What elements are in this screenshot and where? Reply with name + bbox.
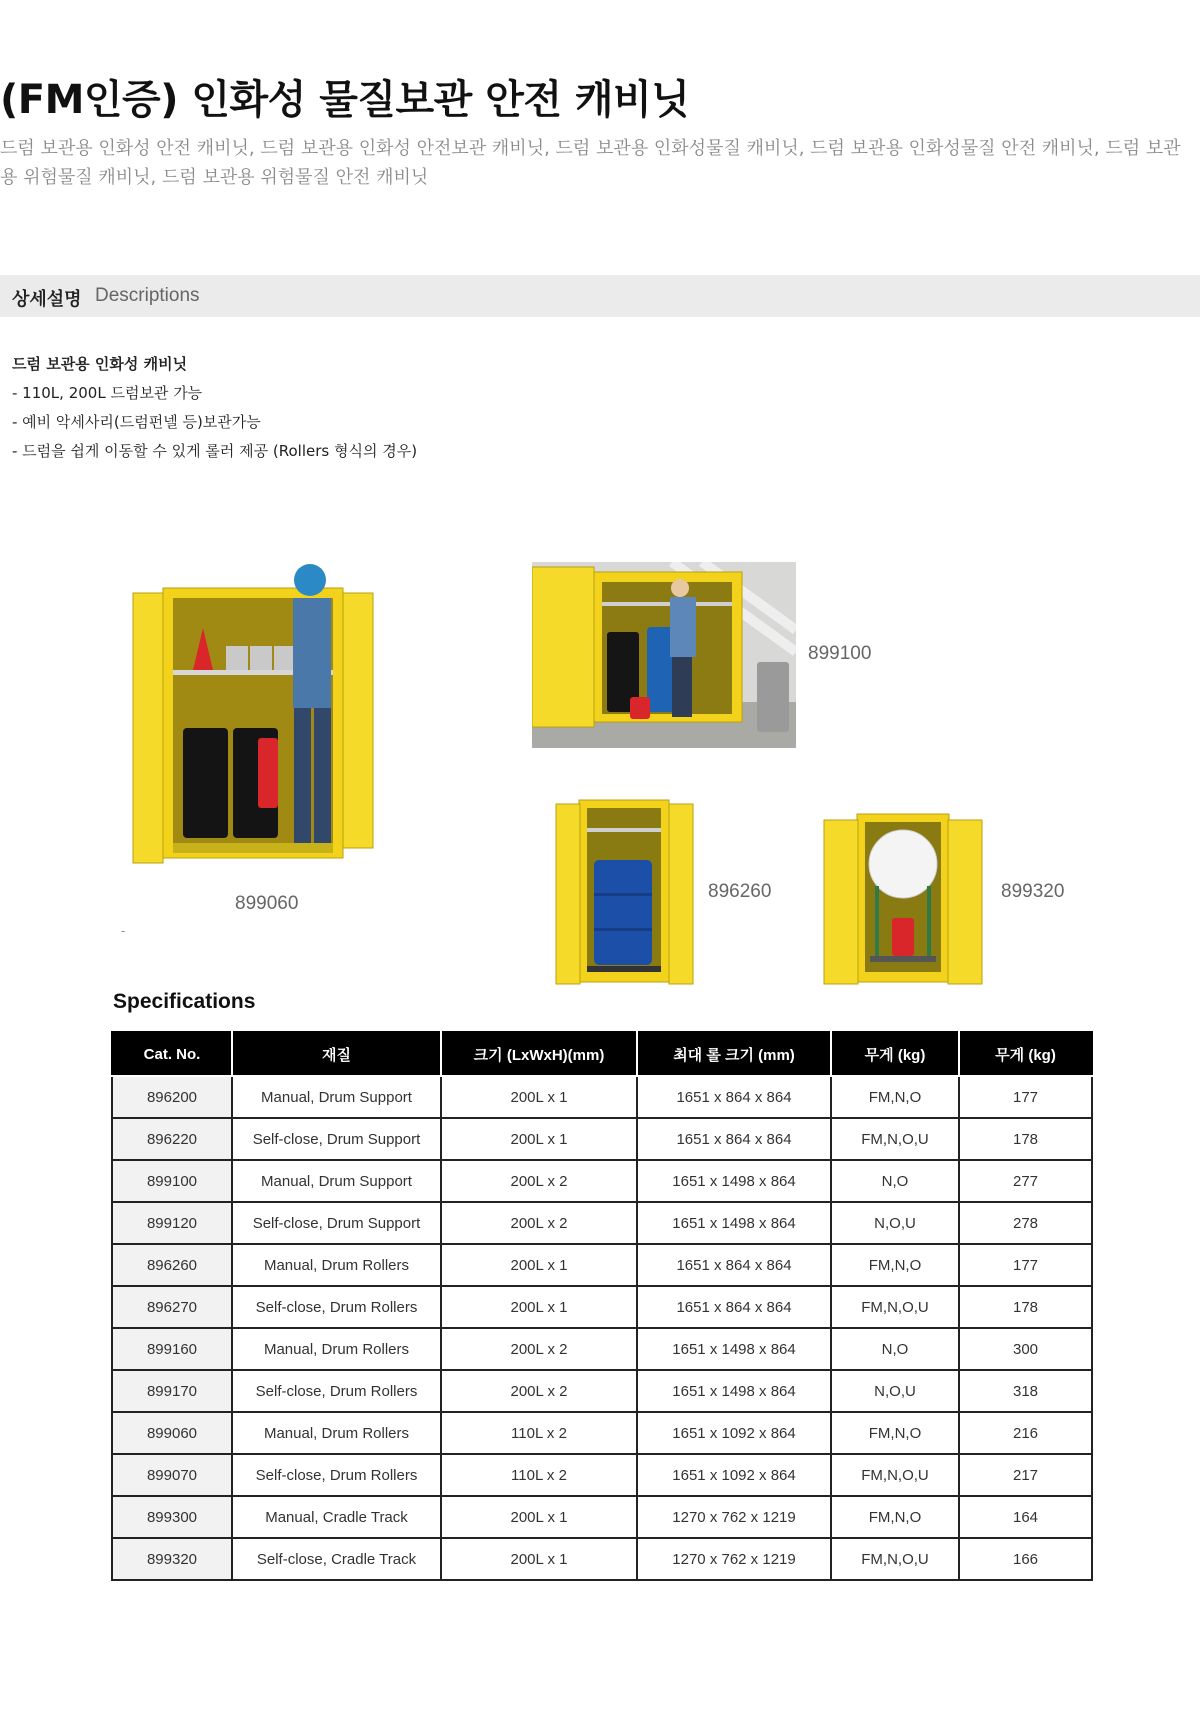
table-cell: 1651 x 1092 x 864 [637,1454,831,1496]
table-row [112,1370,1092,1412]
cat-no-cell: 899320 [112,1538,232,1580]
cat-no-cell: 899120 [112,1202,232,1244]
table-cell: 110L x 2 [441,1454,637,1496]
photo-caption: 896260 [708,881,772,902]
description-block [12,350,417,466]
table-cell: 178 [959,1286,1092,1328]
table-cell: Self-close, Drum Rollers [232,1370,441,1412]
table-row [112,1328,1092,1370]
table-cell: 1651 x 864 x 864 [637,1244,831,1286]
table-cell: 1651 x 864 x 864 [637,1286,831,1328]
table-cell: 1651 x 1498 x 864 [637,1328,831,1370]
table-cell: FM,N,O,U [831,1454,959,1496]
column-header: 무게 (kg) [959,1032,1092,1076]
table-cell: 177 [959,1076,1092,1118]
description-bullet: - 드럼을 쉽게 이동할 수 있게 롤러 제공 (Rollers 형식의 경우) [12,442,418,460]
cat-no-cell: 896260 [112,1244,232,1286]
photo-caption: 899060 [235,893,299,914]
cat-no-cell: 899300 [112,1496,232,1538]
table-cell: Self-close, Drum Support [232,1202,441,1244]
table-cell: 200L x 1 [441,1286,637,1328]
table-cell: Manual, Drum Rollers [232,1328,441,1370]
table-cell: 178 [959,1118,1092,1160]
table-cell: N,O [831,1328,959,1370]
specifications-table [111,1031,1093,1581]
table-cell: 278 [959,1202,1092,1244]
section-title-ko: 상세설명 [12,289,82,310]
table-cell: 216 [959,1412,1092,1454]
table-cell: Manual, Drum Support [232,1160,441,1202]
table-cell: Manual, Drum Rollers [232,1412,441,1454]
table-row [112,1076,1092,1118]
table-header-row [112,1032,1092,1076]
table-cell: FM,N,O [831,1496,959,1538]
cat-no-cell: 896270 [112,1286,232,1328]
table-cell: 200L x 1 [441,1076,637,1118]
table-cell: Manual, Drum Support [232,1076,441,1118]
table-row [112,1160,1092,1202]
table-cell: 1651 x 1498 x 864 [637,1160,831,1202]
table-cell: 1651 x 864 x 864 [637,1118,831,1160]
table-cell: Self-close, Drum Rollers [232,1454,441,1496]
table-cell: 166 [959,1538,1092,1580]
photo-caption: 899100 [808,643,872,664]
table-cell: 1270 x 762 x 1219 [637,1538,831,1580]
table-cell: 1651 x 1498 x 864 [637,1202,831,1244]
table-row [112,1412,1092,1454]
table-cell: 277 [959,1160,1092,1202]
section-title-en: Descriptions [95,285,200,306]
table-row [112,1286,1092,1328]
cat-no-cell: 899070 [112,1454,232,1496]
table-row [112,1454,1092,1496]
description-bullet: - 예비 악세사리(드럼펀넬 등)보관가능 [12,413,261,431]
product-photo-899060 [128,558,408,888]
product-photo-896260 [554,798,697,986]
table-cell: Self-close, Drum Support [232,1118,441,1160]
page-title: (FM인증) 인화성 물질보관 안전 캐비닛 [0,77,690,123]
column-header: 최대 롤 크기 (mm) [637,1032,831,1076]
table-row [112,1244,1092,1286]
table-cell: FM,N,O [831,1076,959,1118]
table-cell: 200L x 2 [441,1160,637,1202]
table-cell: 1651 x 1092 x 864 [637,1412,831,1454]
cat-no-cell: 899060 [112,1412,232,1454]
table-cell: 200L x 1 [441,1538,637,1580]
table-cell: Self-close, Cradle Track [232,1538,441,1580]
column-header: 크기 (LxWxH)(mm) [441,1032,637,1076]
table-cell: 177 [959,1244,1092,1286]
table-cell: Self-close, Drum Rollers [232,1286,441,1328]
table-cell: 200L x 1 [441,1118,637,1160]
table-cell: Manual, Drum Rollers [232,1244,441,1286]
cat-no-cell: 899170 [112,1370,232,1412]
table-cell: FM,N,O,U [831,1118,959,1160]
table-cell: 200L x 2 [441,1202,637,1244]
table-cell: 200L x 1 [441,1496,637,1538]
table-cell: 1651 x 1498 x 864 [637,1370,831,1412]
table-cell: FM,N,O,U [831,1286,959,1328]
table-cell: 300 [959,1328,1092,1370]
table-cell: 200L x 1 [441,1244,637,1286]
cat-no-cell: 896200 [112,1076,232,1118]
column-header: Cat. No. [112,1032,232,1076]
product-photo-899100 [532,562,796,748]
section-header-bar [0,275,1200,317]
cat-no-cell: 896220 [112,1118,232,1160]
cat-no-cell: 899100 [112,1160,232,1202]
page-subtitle: 드럼 보관용 인화성 안전 캐비닛, 드럼 보관용 인화성 안전보관 캐비닛, 드럼 보관용 인화성물질 캐비닛, 드럼 보관용 인화성물질 안전 캐비닛, 드럼 보관용 위험물질 캐비닛, 드럼 보관용 위험물질 안전 캐비닛 [0,138,1181,188]
description-bullet: - 110L, 200L 드럼보관 가능 [12,384,203,402]
description-heading: 드럼 보관용 인화성 캐비닛 [12,355,188,373]
table-cell: N,O [831,1160,959,1202]
table-row [112,1496,1092,1538]
table-cell: N,O,U [831,1370,959,1412]
table-cell: N,O,U [831,1202,959,1244]
table-cell: 164 [959,1496,1092,1538]
dash-mark: - [121,924,126,938]
product-photo-899320 [822,806,984,986]
cat-no-cell: 899160 [112,1328,232,1370]
table-cell: 1270 x 762 x 1219 [637,1496,831,1538]
table-cell: 200L x 2 [441,1370,637,1412]
table-cell: 110L x 2 [441,1412,637,1454]
table-row [112,1202,1092,1244]
photo-caption: 899320 [1001,881,1065,902]
table-cell: 318 [959,1370,1092,1412]
column-header: 재질 [232,1032,441,1076]
table-cell: 217 [959,1454,1092,1496]
table-cell: 1651 x 864 x 864 [637,1076,831,1118]
table-row [112,1118,1092,1160]
table-row [112,1538,1092,1580]
column-header: 무게 (kg) [831,1032,959,1076]
table-cell: FM,N,O [831,1244,959,1286]
table-cell: FM,N,O,U [831,1538,959,1580]
table-cell: Manual, Cradle Track [232,1496,441,1538]
table-cell: 200L x 2 [441,1328,637,1370]
table-cell: FM,N,O [831,1412,959,1454]
specifications-title: Specifications [113,990,256,1013]
